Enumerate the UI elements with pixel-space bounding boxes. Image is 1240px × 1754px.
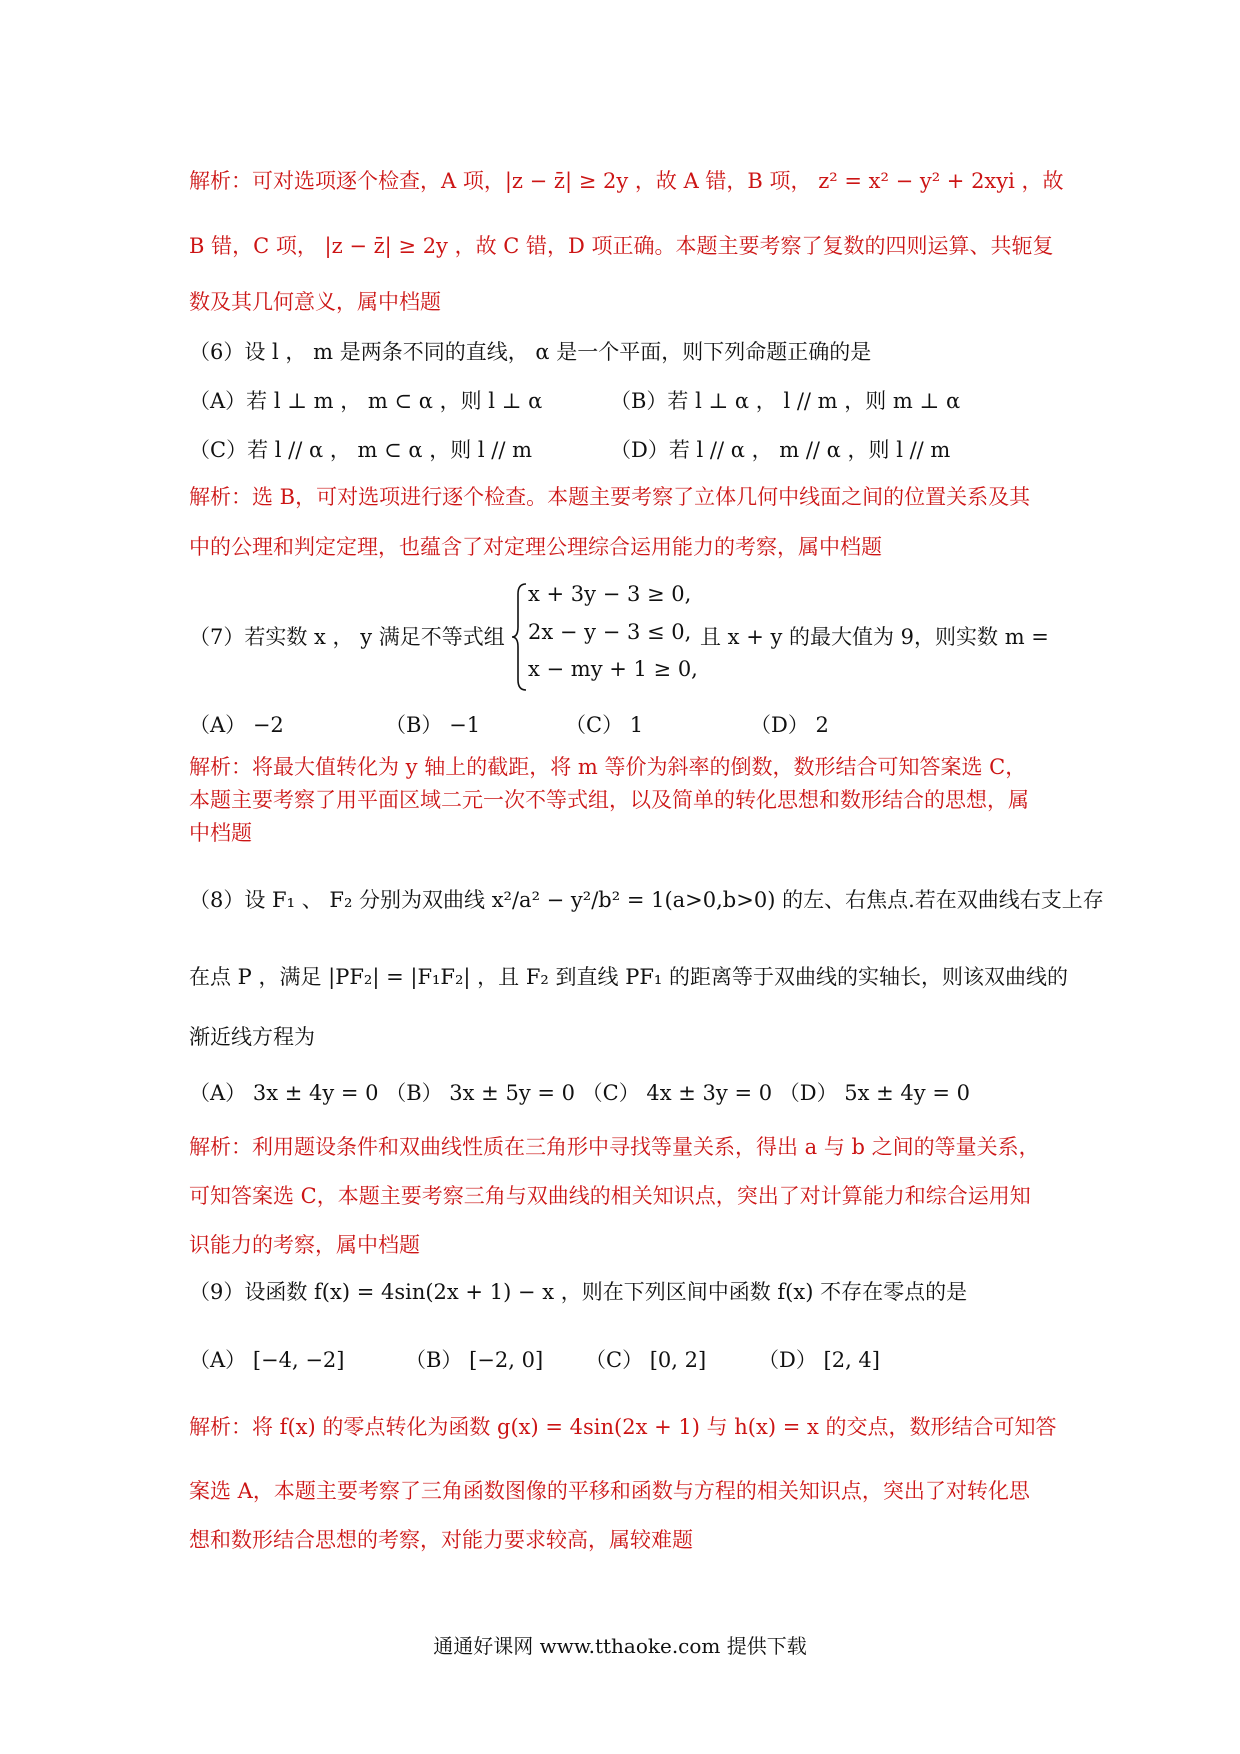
question-6-stem: （6）设 l ， m 是两条不同的直线， α 是一个平面，则下列命题正确的是 xyxy=(189,340,872,364)
question-9-option-b: （B） [−2, 0] xyxy=(405,1348,544,1372)
question-8-options: （A） 3x ± 4y = 0 （B） 3x ± 5y = 0 （C） 4x ± 3y = 0 （D） 5x ± 4y = 0 xyxy=(189,1081,970,1105)
question-7-option-a: （A） −2 xyxy=(189,713,284,737)
answer-5-line-2: B 错，C 项， |z − z̄| ≥ 2y ，故 C 错，D 项正确。本题主要考察了复数的四则运算、共轭复 xyxy=(189,234,1054,258)
answer-6-line-2: 中的公理和判定定理，也蕴含了对定理公理综合运用能力的考察，属中档题 xyxy=(189,535,882,559)
question-9-stem: （9）设函数 f(x) = 4sin(2x + 1) − x ，则在下列区间中函数 f(x) 不存在零点的是 xyxy=(189,1280,968,1304)
question-6-option-b: （B）若 l ⊥ α ， l // m ，则 m ⊥ α xyxy=(610,389,961,413)
system-brace xyxy=(510,582,528,692)
answer-8-line-3: 识能力的考察，属中档题 xyxy=(189,1233,420,1257)
question-6-option-c: （C）若 l // α ， m ⊂ α ，则 l // m xyxy=(189,438,533,462)
answer-6-line-1: 解析：选 B，可对选项进行逐个检查。本题主要考察了立体几何中线面之间的位置关系及其 xyxy=(189,485,1031,509)
question-9-option-d: （D） [2, 4] xyxy=(758,1348,880,1372)
system-row-2: 2x − y − 3 ≤ 0, xyxy=(528,620,692,644)
question-9-option-a: （A） [−4, −2] xyxy=(189,1348,345,1372)
question-7-option-d: （D） 2 xyxy=(750,713,829,737)
answer-8-line-2: 可知答案选 C，本题主要考察三角与双曲线的相关知识点，突出了对计算能力和综合运用知 xyxy=(189,1184,1031,1208)
answer-7-line-3: 中档题 xyxy=(189,821,252,845)
question-6-option-a: （A）若 l ⊥ m ， m ⊂ α ，则 l ⊥ α xyxy=(189,389,543,413)
answer-7-line-2: 本题主要考察了用平面区域二元一次不等式组，以及简单的转化思想和数形结合的思想，属 xyxy=(189,788,1029,812)
answer-5-line-3: 数及其几何意义，属中档题 xyxy=(189,290,441,314)
question-7-prefix: （7）若实数 x ， y 满足不等式组 xyxy=(189,625,505,649)
answer-7-line-1: 解析：将最大值转化为 y 轴上的截距，将 m 等价为斜率的倒数，数形结合可知答案选 C， xyxy=(189,755,1027,779)
answer-9-line-1: 解析：将 f(x) 的零点转化为函数 g(x) = 4sin(2x + 1) 与 h(x) = x 的交点，数形结合可知答 xyxy=(189,1415,1057,1439)
answer-9-line-2: 案选 A，本题主要考察了三角函数图像的平移和函数与方程的相关知识点，突出了对转化思 xyxy=(189,1479,1030,1503)
question-9-option-c: （C） [0, 2] xyxy=(585,1348,707,1372)
answer-9-line-3: 想和数形结合思想的考察，对能力要求较高，属较难题 xyxy=(189,1528,693,1552)
answer-5-line-1: 解析：可对选项逐个检查，A 项，|z − z̄| ≥ 2y ，故 A 错，B 项， z² = x² − y² + 2xyi ，故 xyxy=(189,169,1064,193)
system-row-3: x − my + 1 ≥ 0, xyxy=(528,657,698,681)
question-8-line-2: 在点 P ，满足 |PF₂| = |F₁F₂| ，且 F₂ 到直线 PF₁ 的距离等于双曲线的实轴长，则该双曲线的 xyxy=(189,965,1068,989)
question-7-option-c: （C） 1 xyxy=(565,713,644,737)
page-footer: 通通好课网 www.tthaoke.com 提供下载 xyxy=(433,1634,807,1658)
question-8-line-1: （8）设 F₁ 、 F₂ 分别为双曲线 x²/a² − y²/b² = 1(a>0,b>0) 的左、右焦点.若在双曲线右支上存 xyxy=(189,888,1104,912)
question-7-option-b: （B） −1 xyxy=(385,713,481,737)
system-row-1: x + 3y − 3 ≥ 0, xyxy=(528,582,692,606)
question-8-line-3: 渐近线方程为 xyxy=(189,1025,315,1049)
answer-8-line-1: 解析：利用题设条件和双曲线性质在三角形中寻找等量关系，得出 a 与 b 之间的等量关系， xyxy=(189,1135,1040,1159)
question-6-option-d: （D）若 l // α ， m // α ，则 l // m xyxy=(610,438,951,462)
question-7-suffix: 且 x + y 的最大值为 9，则实数 m = xyxy=(700,625,1049,649)
